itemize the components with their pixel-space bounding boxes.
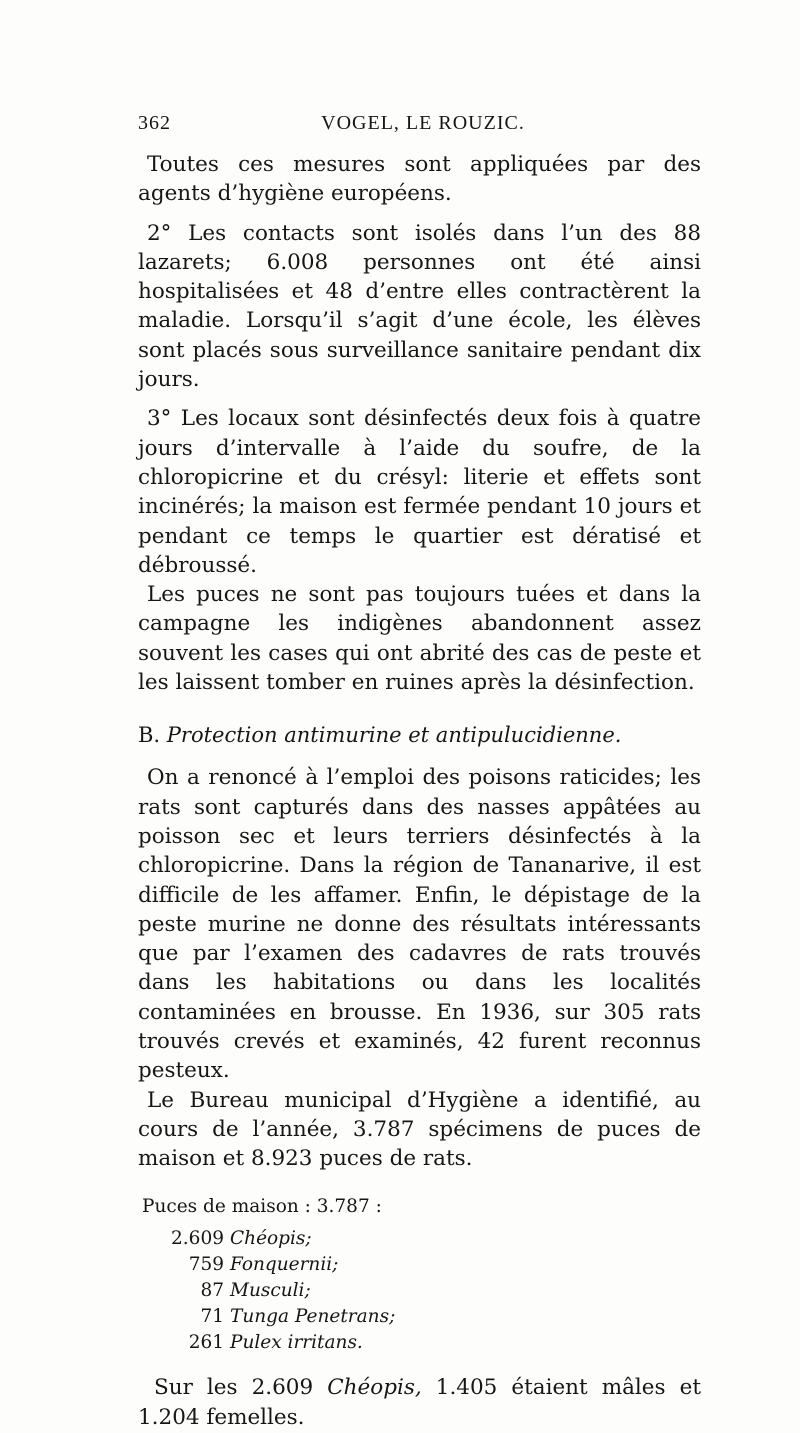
final-species: Chéopis, [327,1374,422,1400]
species-name: Chéopis; [230,1227,312,1249]
species-count: 2.609 [171,1227,224,1249]
species-count: 87 [200,1279,224,1301]
species-name: Pulex irritans. [230,1332,363,1354]
section-letter: B. [138,723,161,748]
section-heading [138,721,701,749]
paragraph-fleas: Les puces ne sont pas toujours tuées et dans la campagne les indigènes abandonnent assez souvent les cases qui ont abrité des cas de peste et les laissent tomber en ruines après la désinfection. [138,582,701,696]
list-item [138,1304,701,1330]
list-item [138,1226,701,1252]
species-name: Fonquernii; [230,1253,339,1275]
paragraph-premises-disinfection: 3° Les locaux sont désinfectés deux fois à quatre jours d’intervalle à l’aide du soufre, de la chloropicrine et du crésyl: literie et effets sont incinérés; la maison est fermée pendant 10 jours et pendant ce temps le quartier est dératisé et débroussé. [138,406,701,578]
list-item [138,1278,701,1304]
running-title: VOGEL, LE ROUZIC. [321,112,525,134]
paragraph-cheopis-sex-ratio [138,1373,701,1433]
page-body [138,150,701,1433]
species-name: Tunga Penetrans; [230,1306,396,1328]
species-count: 71 [200,1306,224,1328]
paragraph-bureau: Le Bureau municipal d’Hygiène a identifié, au cours de l’année, 3.787 spécimens de puces de maison et 8.923 puces de rats. [138,1087,701,1172]
final-suffix: 1.405 étaient mâles et 1.204 femelles. [138,1374,701,1430]
section-title: Protection antimurine et antipulucidienne. [166,723,622,748]
final-prefix: Sur les 2.609 [154,1374,328,1400]
flea-species-list [138,1226,701,1357]
list-item [138,1252,701,1278]
page-header [138,112,708,142]
page-number: 362 [138,112,171,134]
paragraph-hygiene-agents: Toutes ces mesures sont appliquées par des agents d’hygiène européens. [138,152,701,207]
list-item [138,1330,701,1356]
species-count: 759 [188,1253,224,1275]
paragraph-contacts: 2° Les contacts sont isolés dans l’un des 88 lazarets; 6.008 personnes ont été ainsi hospitalisées et 48 d’entre elles contractèrent la maladie. Lorsqu’il s’agit d’une école, les élèves sont placés sous surveillance sanitaire pendant dix jours. [138,220,701,393]
species-name: Musculi; [230,1279,311,1301]
paragraph-raticides: On a renoncé à l’emploi des poisons raticides; les rats sont capturés dans des nasses appâtées au poisson sec et leurs terriers désinfectés à la chloropicrine. Dans la région de Tananarive, il est difficile de les affamer. Enfin, le dépistage de la peste murine ne donne des résultats intéressants que par l’examen des cadavres de rats trouvés dans les habitations ou dans les localités contaminées en brousse. En 1936, sur 305 rats trouvés crevés et examinés, 42 furent reconnus pesteux. [138,765,701,1084]
flea-list-heading: Puces de maison : 3.787 : [142,1195,382,1217]
species-count: 261 [188,1332,224,1354]
